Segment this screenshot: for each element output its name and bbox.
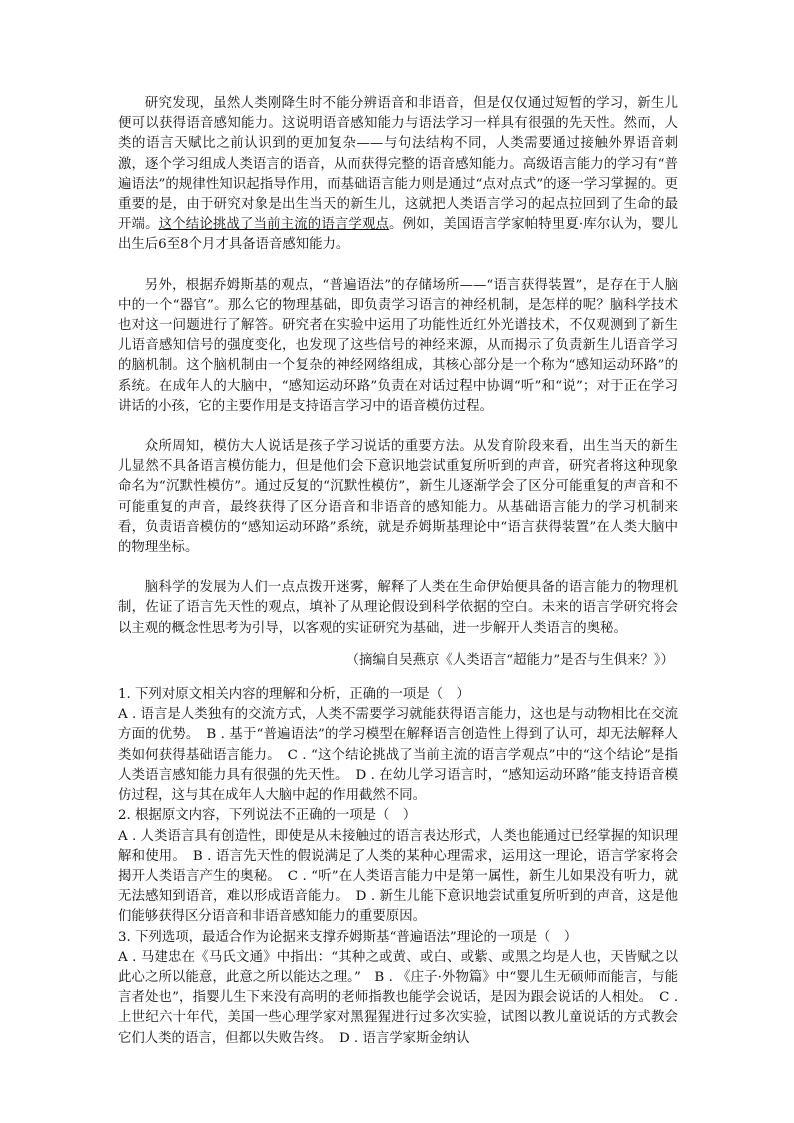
question-title: 1. 下列对原文相关内容的理解和分析，正确的一项是（ ） bbox=[118, 687, 470, 703]
question-options: A . 语言是人类独有的交流方式，人类不需要学习就能获得语言能力，这也是与动物相比在交流方面的优势。 B . 基于“普遍语法”的学习模型在解释语言创造性上得到了认可，却无法解释人类如何获得基础语言能力。 C . “这个结论挑战了当前主流的语言学观点”中的“这个结论”是指人类语言感知能力具有很强的先天性。 D . 在幼儿学习语言时，“感知运动环路”能支持语音模仿过程，这与其在成年人大脑中起的作用截然不同。 bbox=[118, 707, 678, 804]
question-2 bbox=[118, 806, 678, 927]
question-1 bbox=[118, 685, 678, 806]
paragraph-gap bbox=[118, 417, 678, 437]
paragraph-gap bbox=[118, 256, 678, 276]
passage-paragraph-1 bbox=[118, 94, 678, 256]
source-citation: （摘编自吴燕京《人类语言“超能力”是否与生俱来？》） bbox=[345, 652, 674, 668]
question-title: 3. 下列选项，最适合作为论据来支撑乔姆斯基“普遍语法”理论的一项是（ ） bbox=[118, 929, 578, 945]
paragraph-text: 研究发现，虽然人类刚降生时不能分辨语音和非语音，但是仅仅通过短暂的学习，新生儿便可以获得语音感知能力。这说明语音感知能力与语法学习一样具有很强的先天性。然而，人类的语言天赋比之前认识到的更加复杂——与句法结构不同，人类需要通过接触外界语音刺激，逐个学习组成人类语言的语音，从而获得完整的语音感知能力。高级语言能力的学习有“普遍语法”的规律性知识起指导作用，而基础语言能力则是通过“点对点式”的逐一学习掌握的。更重要的是，由于研究对象是出生当天的新生儿，这就把人类语言学习的起点拉回到了生命的最开端。 bbox=[118, 96, 678, 233]
document-page bbox=[118, 94, 678, 1049]
passage-paragraph-3: 众所周知，模仿大人说话是孩子学习说话的重要方法。从发育阶段来看，出生当天的新生儿显然不具备语言模仿能力，但是他们会下意识地尝试重复所听到的声音，研究者将这种现象命名为“沉默性模仿”。通过反复的“沉默性模仿”，新生儿逐渐学会了区分可能重复的声音和不可能重复的声音，最终获得了区分语音和非语音的感知能力。从基础语言能力的学习机制来看，负责语音模仿的“感知运动环路”系统，就是乔姆斯基理论中“语言获得装置”在人类大脑中的物理坐标。 bbox=[118, 439, 678, 556]
paragraph-gap bbox=[118, 558, 678, 578]
question-options: A . 人类语言具有创造性，即使是从未接触过的语言表达形式，人类也能通过已经掌握的知识理解和使用。 B . 语言先天性的假说满足了人类的某种心理需求，运用这一理论，语言学家将会揭开人类语言产生的奥秘。 C . “听”在人类语言能力中是第一属性，新生儿如果没有听力，就无法感知到语音，难以形成语音能力。 D . 新生儿能下意识地尝试重复所听到的声音，这是他们能够获得区分语音和非语音感知能力的重要原因。 bbox=[118, 828, 678, 925]
question-title: 2. 根据原文内容，下列说法不正确的一项是（ ） bbox=[118, 808, 417, 824]
question-3 bbox=[118, 928, 678, 1049]
question-options: A . 马建忠在《马氏文通》中指出：“其种之或黄、或白、或紫、或黑之均是人也，天皆赋之以此心之所以能意，此意之所以能达之理。” B . 《庄子·外物篇》中“婴儿生无硕师而能言，与能言者处也”，指婴儿生下来没有高明的老师指教也能学会说话，是因为跟会说话的人相处。 C . 上世纪六十年代，美国一些心理学家对黑猩猩进行过多次实验，试图以教儿童说话的方式教会它们人类的语言，但都以失败告终。 D . 语言学家斯金纳认 bbox=[118, 949, 678, 1046]
passage-paragraph-2: 另外，根据乔姆斯基的观点，“普遍语法”的存储场所——“语言获得装置”，是存在于人脑中的一个“器官”。那么它的物理基础，即负责学习语言的神经机制，是怎样的呢？脑科学技术也对这一问题进行了解答。研究者在实验中运用了功能性近红外光谱技术，不仅观测到了新生儿语音感知信号的强度变化，也发现了这些信号的神经来源，从而揭示了负责新生儿语音学习的脑机制。这个脑机制由一个复杂的神经网络组成，其核心部分是一个称为“感知运动环路”的系统。在成年人的大脑中，“感知运动环路”负责在对话过程中协调“听”和“说”；对于正在学习讲话的小孩，它的主要作用是支持语言学习中的语音模仿过程。 bbox=[118, 277, 678, 414]
paragraph-text: 。例如，美国语言学家帕特里夏·库尔认为，婴儿出生后6至8个月才具备语音感知能力。 bbox=[118, 217, 679, 253]
passage-paragraph-4: 脑科学的发展为人们一点点拨开迷雾，解释了人类在生命伊始便具备的语言能力的物理机制，佐证了语言先天性的观点，填补了从理论假设到科学依据的空白。未来的语言学研究将会以主观的概念性思考为引导，以客观的实证研究为基础，进一步解开人类语言的奥秘。 bbox=[118, 580, 678, 636]
underlined-sentence: 这个结论挑战了当前主流的语言学观点 bbox=[158, 217, 390, 233]
